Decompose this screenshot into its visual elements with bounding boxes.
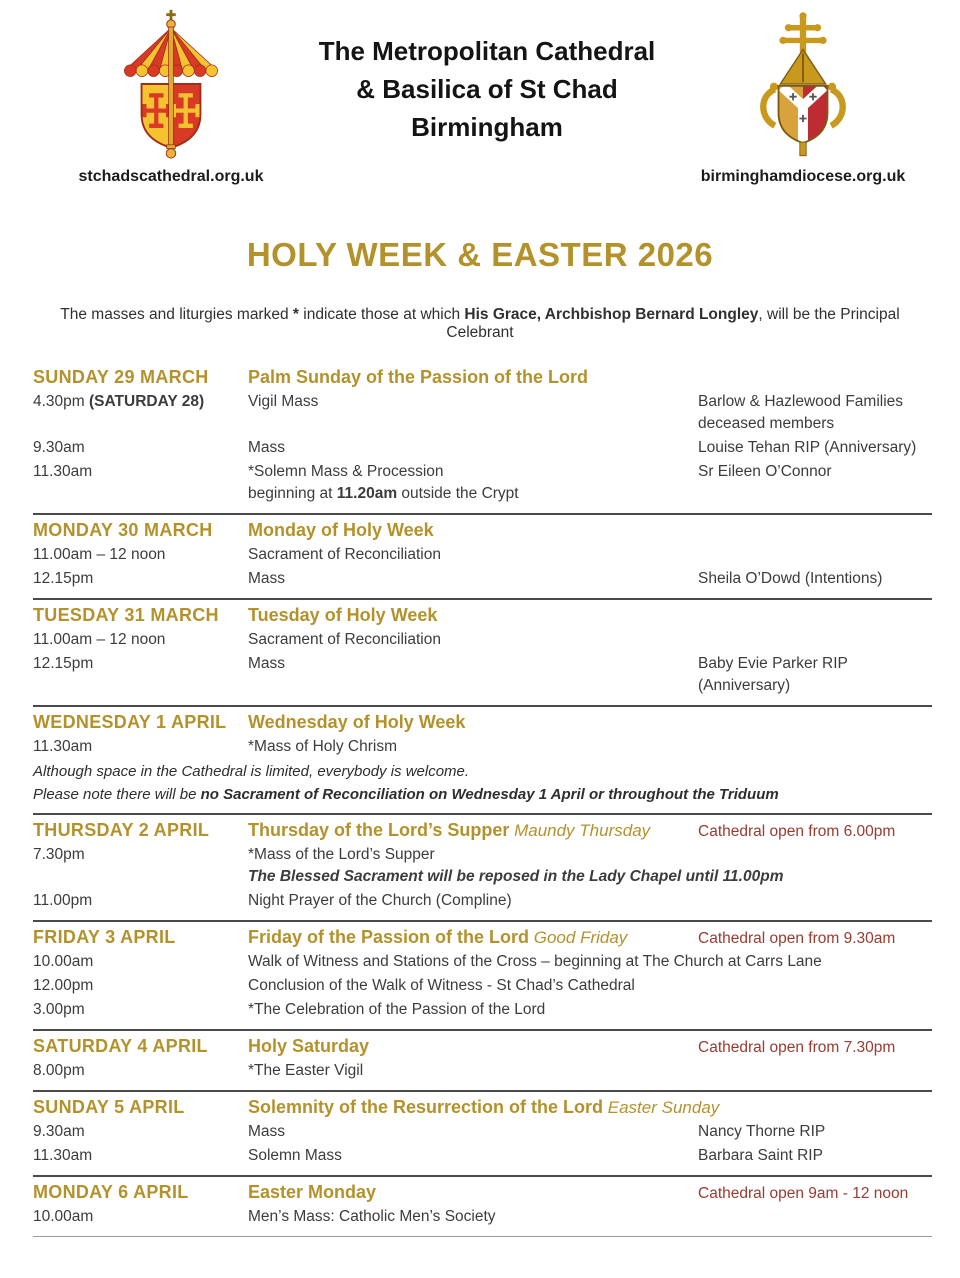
- event-line: [248, 544, 932, 566]
- event-line: [248, 1145, 698, 1167]
- time-cell: [33, 890, 248, 912]
- text-segment: 11.00pm: [33, 891, 93, 909]
- text-segment: His Grace, Archbishop Bernard Longley: [464, 306, 759, 323]
- schedule-row: [33, 391, 932, 435]
- intention-cell: Barbara Saint RIP: [698, 1146, 823, 1164]
- section-header: [33, 367, 932, 388]
- time-cell: [33, 568, 248, 590]
- time-cell: [33, 461, 248, 483]
- event-line: [248, 1060, 932, 1082]
- note-line: [33, 783, 932, 806]
- text-segment: *The Easter Vigil: [248, 1061, 364, 1079]
- section-header: [33, 927, 932, 948]
- time-cell: [33, 391, 248, 413]
- right-logo-block: [698, 8, 908, 186]
- section-header: [33, 605, 932, 626]
- section-title: Easter Monday: [248, 1181, 377, 1202]
- text-segment: 12.15pm: [33, 570, 94, 587]
- text-segment: 8.00pm: [33, 1061, 85, 1079]
- schedule-section: [33, 1090, 932, 1175]
- event-line: [248, 975, 932, 997]
- text-segment: *The Celebration of the Passion of the Lord: [248, 1000, 546, 1018]
- schedule-row: [33, 461, 932, 505]
- schedule-section: [33, 513, 932, 598]
- text-segment: *Mass of the Lord’s Supper: [248, 845, 435, 863]
- section-title: Holy Saturday: [248, 1035, 370, 1056]
- page-title: HOLY WEEK & EASTER 2026: [246, 236, 714, 273]
- event-line: [248, 437, 698, 459]
- text-segment: Mass: [248, 655, 286, 672]
- cathedral-title: [276, 8, 698, 146]
- event-cell: [248, 999, 932, 1021]
- schedule-row: [33, 1121, 932, 1143]
- event-cell: [248, 1121, 698, 1143]
- text-segment: no Sacrament of Reconciliation on Wednesday 1 April or throughout the Triduum: [200, 786, 779, 804]
- cathedral-open-note: Cathedral open 9am - 12 noon: [698, 1184, 909, 1202]
- cathedral-open-note: Cathedral open from 6.00pm: [698, 822, 896, 840]
- section-day: THURSDAY 2 APRIL: [33, 819, 210, 840]
- text-segment: 11.00am – 12 noon: [33, 546, 166, 563]
- section-day: TUESDAY 31 MARCH: [33, 605, 219, 625]
- section-title: Palm Sunday of the Passion of the Lord: [248, 367, 589, 387]
- text-segment: 12.00pm: [33, 976, 94, 994]
- event-line: [248, 890, 932, 912]
- event-line: [248, 391, 698, 413]
- schedule: [33, 362, 932, 1237]
- text-segment: Please note there will be: [33, 786, 201, 804]
- text-segment: Mass: [248, 570, 286, 587]
- time-cell: [33, 1060, 248, 1082]
- event-cell: [248, 1060, 932, 1082]
- text-segment: , will be the Principal Celebrant: [446, 306, 900, 341]
- event-cell: [248, 844, 932, 888]
- text-segment: 7.30pm: [33, 845, 85, 863]
- schedule-section: [33, 1029, 932, 1090]
- schedule-row: [33, 951, 932, 973]
- text-segment: 10.00am: [33, 952, 94, 970]
- event-cell: [248, 975, 932, 997]
- text-segment: 11.00am – 12 noon: [33, 631, 166, 648]
- text-segment: Mass: [248, 1122, 286, 1140]
- event-line: [248, 951, 932, 973]
- schedule-section: [33, 598, 932, 705]
- text-segment: Night Prayer of the Church (Compline): [248, 891, 512, 909]
- event-line: [248, 1206, 932, 1228]
- time-cell: [33, 844, 248, 866]
- section-day: SUNDAY 5 APRIL: [33, 1096, 185, 1117]
- event-line: [248, 483, 698, 505]
- schedule-row: [33, 975, 932, 997]
- text-segment: Sacrament of Reconciliation: [248, 631, 441, 648]
- schedule-section: [33, 362, 932, 513]
- schedule-section: [33, 920, 932, 1029]
- text-segment: Vigil Mass: [248, 393, 319, 410]
- schedule-row: [33, 1206, 932, 1228]
- section-header: [33, 712, 932, 733]
- section-header: [33, 1097, 932, 1118]
- time-cell: [33, 999, 248, 1021]
- schedule-row: [33, 890, 932, 912]
- schedule-row: [33, 629, 932, 651]
- text-segment: (SATURDAY 28): [89, 393, 205, 410]
- text-segment: 9.30am: [33, 439, 85, 456]
- right-url: birminghamdiocese.org.uk: [700, 168, 906, 185]
- text-segment: Walk of Witness and Stations of the Cross – beginning at The Church at Carrs Lane: [248, 952, 822, 970]
- event-cell: [248, 736, 932, 758]
- text-segment: The masses and liturgies marked: [60, 306, 293, 323]
- schedule-section: [33, 705, 932, 813]
- section-day: FRIDAY 3 APRIL: [33, 926, 176, 947]
- event-cell: [248, 544, 932, 566]
- cathedral-open-note: Cathedral open from 9.30am: [698, 929, 896, 947]
- text-segment: *Mass of Holy Chrism: [248, 738, 397, 755]
- header: [0, 0, 960, 186]
- intention-cell: Nancy Thorne RIP: [698, 1122, 826, 1140]
- schedule-row: [33, 437, 932, 459]
- section-day: SUNDAY 29 MARCH: [33, 367, 209, 387]
- section-title-suffix: Maundy Thursday: [509, 820, 651, 840]
- text-segment: 11.20am: [336, 485, 398, 502]
- time-cell: [33, 544, 248, 566]
- text-segment: Mass: [248, 439, 286, 456]
- time-cell: [33, 1145, 248, 1167]
- event-cell: [248, 391, 698, 413]
- text-segment: 3.00pm: [33, 1000, 85, 1018]
- left-logo-block: [66, 8, 276, 186]
- time-cell: [33, 736, 248, 758]
- time-cell: [33, 951, 248, 973]
- section-title: Thursday of the Lord’s Supper Maundy Thursday: [248, 819, 651, 840]
- intention-cell: Baby Evie Parker RIP (Anniversary): [698, 655, 848, 694]
- text-segment: outside the Crypt: [397, 485, 519, 502]
- note-line: [33, 760, 932, 783]
- schedule-row: [33, 844, 932, 888]
- text-segment: 11.30am: [33, 738, 93, 755]
- section-day: MONDAY 6 APRIL: [33, 1181, 189, 1202]
- text-segment: 9.30am: [33, 1122, 85, 1140]
- event-line: [248, 999, 932, 1021]
- text-segment: 4.30pm: [33, 393, 90, 410]
- cathedral-title-line-2: & Basilica of St Chad: [356, 74, 618, 104]
- text-segment: indicate those at which: [298, 306, 465, 323]
- event-cell: [248, 653, 698, 675]
- section-day: MONDAY 30 MARCH: [33, 520, 213, 540]
- text-segment: *Solemn Mass & Procession: [248, 463, 444, 480]
- section-header: [33, 1036, 932, 1057]
- cathedral-title-line-1: The Metropolitan Cathedral: [318, 36, 656, 66]
- event-line: [248, 866, 932, 888]
- section-title-suffix: Easter Sunday: [603, 1097, 720, 1117]
- event-line: [248, 461, 698, 483]
- section-header: [33, 520, 932, 541]
- event-line: [248, 568, 698, 590]
- section-title: Friday of the Passion of the Lord Good Friday: [248, 926, 628, 947]
- text-segment: Conclusion of the Walk of Witness - St Chad’s Cathedral: [248, 976, 635, 994]
- section-header: [33, 1182, 932, 1203]
- section-day: SATURDAY 4 APRIL: [33, 1035, 208, 1056]
- event-cell: [248, 568, 698, 590]
- text-segment: Solemn Mass: [248, 1146, 342, 1164]
- cathedral-title-line-3: Birmingham: [411, 112, 563, 142]
- time-cell: [33, 975, 248, 997]
- schedule-row: [33, 1145, 932, 1167]
- intention-cell: Sheila O’Dowd (Intentions): [698, 570, 883, 587]
- event-line: [248, 653, 698, 675]
- time-cell: [33, 653, 248, 675]
- event-cell: [248, 1145, 698, 1167]
- schedule-row: [33, 999, 932, 1021]
- section-title: Monday of Holy Week: [248, 520, 434, 540]
- text-segment: 11.30am: [33, 463, 93, 480]
- diocese-crest-logo-icon: [744, 8, 862, 160]
- text-segment: 10.00am: [33, 1207, 94, 1225]
- intention-cell: Louise Tehan RIP (Anniversary): [698, 439, 917, 456]
- schedule-row: [33, 736, 932, 758]
- basilica-umbraculum-logo-icon: [108, 8, 234, 160]
- schedule-row: [33, 544, 932, 566]
- intro-text: [40, 306, 920, 342]
- event-cell: [248, 629, 932, 651]
- section-title: Solemnity of the Resurrection of the Lord Easter Sunday: [248, 1096, 720, 1117]
- section-title: Tuesday of Holy Week: [248, 605, 438, 625]
- event-cell: [248, 890, 932, 912]
- schedule-row: [33, 1060, 932, 1082]
- section-header: [33, 820, 932, 841]
- left-url: stchadscathedral.org.uk: [78, 168, 264, 185]
- text-segment: Men’s Mass: Catholic Men’s Society: [248, 1207, 496, 1225]
- event-line: [248, 736, 932, 758]
- event-cell: [248, 951, 932, 973]
- schedule-section: [33, 813, 932, 920]
- text-segment: beginning at: [248, 485, 337, 502]
- section-title: Wednesday of Holy Week: [248, 712, 466, 732]
- time-cell: [33, 1121, 248, 1143]
- schedule-row: [33, 568, 932, 590]
- event-line: [248, 844, 932, 866]
- text-segment: Sacrament of Reconciliation: [248, 546, 441, 563]
- schedule-section: [33, 1175, 932, 1236]
- cathedral-open-note: Cathedral open from 7.30pm: [698, 1038, 896, 1056]
- event-cell: [248, 437, 698, 459]
- schedule-row: [33, 653, 932, 697]
- text-segment: 11.30am: [33, 1146, 93, 1164]
- time-cell: [33, 437, 248, 459]
- intention-cell: Sr Eileen O’Connor: [698, 463, 832, 480]
- event-cell: [248, 461, 698, 505]
- time-cell: [33, 1206, 248, 1228]
- text-segment: 12.15pm: [33, 655, 94, 672]
- intention-cell: Barlow & Hazlewood Families deceased members: [698, 393, 904, 432]
- event-cell: [248, 1206, 932, 1228]
- text-segment: *: [292, 306, 299, 323]
- text-segment: Although space in the Cathedral is limited, everybody is welcome.: [33, 763, 470, 780]
- section-day: WEDNESDAY 1 APRIL: [33, 712, 227, 732]
- time-cell: [33, 629, 248, 651]
- text-segment: The Blessed Sacrament will be reposed in the Lady Chapel until 11.00pm: [248, 867, 784, 885]
- event-line: [248, 1121, 698, 1143]
- event-line: [248, 629, 932, 651]
- section-title-suffix: Good Friday: [529, 927, 628, 947]
